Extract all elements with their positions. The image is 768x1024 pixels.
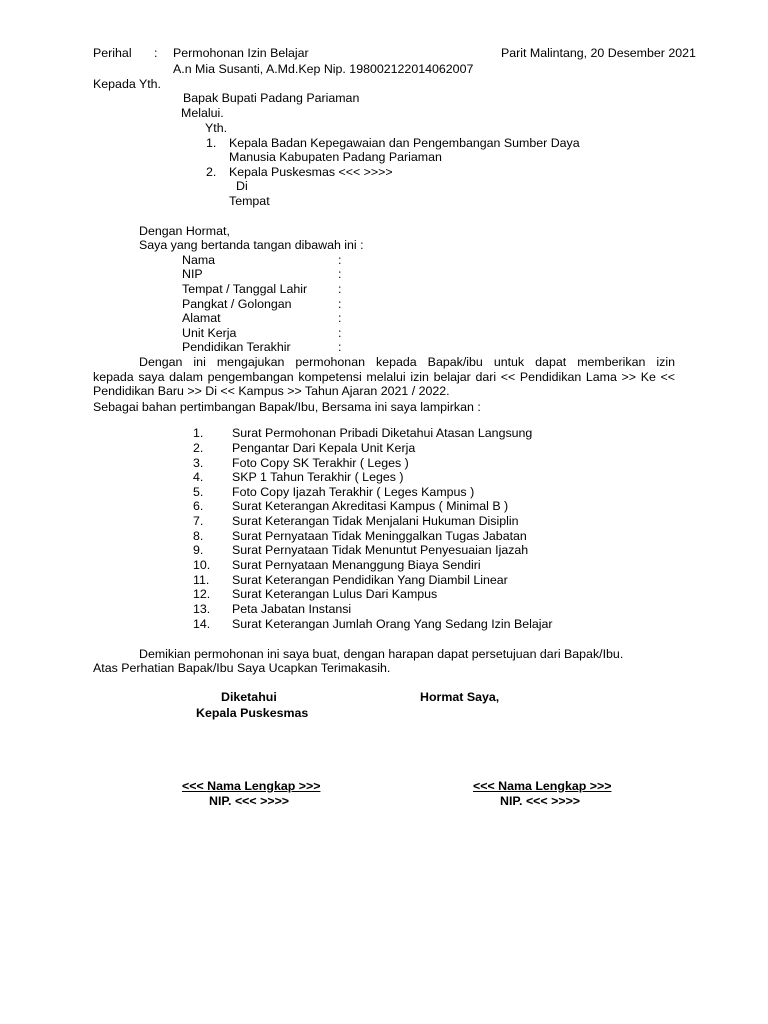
field-label: Tempat / Tanggal Lahir bbox=[182, 282, 308, 296]
field-label: Pendidikan Terakhir bbox=[182, 340, 291, 354]
perihal-label: Perihal bbox=[93, 46, 132, 60]
recipient-item-number: 2. bbox=[206, 165, 217, 179]
paragraph-line: Pendidikan Baru >> Di << Kampus >> Tahun Ajaran 2021 / 2022. bbox=[93, 384, 450, 399]
attachment-intro: Sebagai bahan pertimbangan Bapak/Ibu, Bersama ini saya lampirkan : bbox=[93, 400, 481, 414]
field-label: Nama bbox=[182, 253, 216, 267]
attachment-number: 1. bbox=[193, 426, 204, 440]
right-signature-title: Hormat Saya, bbox=[420, 690, 500, 704]
attachment-text: Surat Permohonan Pribadi Diketahui Atasan Langsung bbox=[232, 426, 533, 440]
perihal-value-2: A.n Mia Susanti, A.Md.Kep Nip. 198002122014062007 bbox=[173, 62, 474, 76]
field-label: Alamat bbox=[182, 311, 221, 325]
paragraph-line: kepada saya dalam pengembangan kompetensi melalui izin belajar dari << Pendidikan Lama >> Ke << bbox=[93, 369, 675, 384]
left-signature-title: Diketahui bbox=[221, 690, 277, 704]
attachment-text: Surat Keterangan Jumlah Orang Yang Sedang Izin Belajar bbox=[232, 617, 553, 631]
field-colon: : bbox=[338, 267, 342, 281]
kepada-yth: Kepada Yth. bbox=[93, 77, 161, 91]
right-signer-nip: NIP. <<< >>>> bbox=[500, 794, 581, 808]
attachment-text: Surat Keterangan Tidak Menjalani Hukuman Disiplin bbox=[232, 514, 519, 528]
attachment-text: Surat Pernyataan Tidak Menuntut Penyesuaian Ijazah bbox=[232, 543, 529, 557]
attachment-number: 10. bbox=[193, 558, 211, 572]
attachment-number: 7. bbox=[193, 514, 204, 528]
attachment-text: SKP 1 Tahun Terakhir ( Leges ) bbox=[232, 470, 404, 484]
attachment-number: 11. bbox=[193, 573, 210, 587]
attachment-text: Surat Pernyataan Tidak Meninggalkan Tugas Jabatan bbox=[232, 529, 527, 543]
right-signer-name: <<< Nama Lengkap >>> bbox=[473, 779, 612, 793]
field-colon: : bbox=[338, 340, 342, 354]
left-signature-position: Kepala Puskesmas bbox=[196, 706, 309, 720]
intro: Saya yang bertanda tangan dibawah ini : bbox=[139, 238, 364, 252]
attachment-number: 8. bbox=[193, 529, 204, 543]
attachment-text: Foto Copy Ijazah Terakhir ( Leges Kampus ) bbox=[232, 485, 475, 499]
perihal-value: Permohonan Izin Belajar bbox=[173, 46, 309, 60]
attachment-number: 14. bbox=[193, 617, 211, 631]
attachment-number: 3. bbox=[193, 456, 204, 470]
attachment-number: 6. bbox=[193, 499, 204, 513]
attachment-number: 4. bbox=[193, 470, 204, 484]
field-label: Pangkat / Golongan bbox=[182, 297, 292, 311]
recipient-di: Di bbox=[236, 179, 248, 193]
closing-line-1: Demikian permohonan ini saya buat, dengan harapan dapat persetujuan dari Bapak/Ibu. bbox=[139, 647, 624, 661]
attachment-text: Surat Keterangan Akreditasi Kampus ( Minimal B ) bbox=[232, 499, 509, 513]
attachment-text: Surat Pernyataan Menanggung Biaya Sendiri bbox=[232, 558, 481, 572]
recipient-line-3: Yth. bbox=[205, 121, 228, 135]
recipient-line-1: Bapak Bupati Padang Pariaman bbox=[183, 91, 360, 105]
recipient-item-text: Kepala Badan Kepegawaian dan Pengembangan Sumber Daya bbox=[229, 136, 580, 150]
recipient-item-text: Kepala Puskesmas <<< >>>> bbox=[229, 165, 393, 179]
attachment-text: Peta Jabatan Instansi bbox=[232, 602, 352, 616]
attachment-number: 12. bbox=[193, 587, 211, 601]
closing-line-2: Atas Perhatian Bapak/Ibu Saya Ucapkan Terimakasih. bbox=[93, 661, 391, 675]
left-signer-name: <<< Nama Lengkap >>> bbox=[182, 779, 321, 793]
field-label: Unit Kerja bbox=[182, 326, 237, 340]
recipient-line-2: Melalui. bbox=[181, 106, 224, 120]
attachment-number: 5. bbox=[193, 485, 204, 499]
place-date: Parit Malintang, 20 Desember 2021 bbox=[501, 46, 696, 60]
field-colon: : bbox=[338, 326, 342, 340]
recipient-item-text-cont: Manusia Kabupaten Padang Pariaman bbox=[229, 150, 442, 164]
attachment-number: 9. bbox=[193, 543, 204, 557]
attachment-text: Pengantar Dari Kepala Unit Kerja bbox=[232, 441, 416, 455]
recipient-tempat: Tempat bbox=[229, 194, 270, 208]
recipient-item-number: 1. bbox=[206, 136, 217, 150]
field-colon: : bbox=[338, 311, 342, 325]
attachment-number: 2. bbox=[193, 441, 204, 455]
perihal-colon: : bbox=[154, 46, 158, 60]
field-colon: : bbox=[338, 297, 342, 311]
paragraph-line: Dengan ini mengajukan permohonan kepada Bapak/ibu untuk dapat memberikan izin bbox=[139, 355, 675, 369]
greeting: Dengan Hormat, bbox=[139, 224, 230, 238]
attachment-number: 13. bbox=[193, 602, 211, 616]
left-signer-nip: NIP. <<< >>>> bbox=[209, 794, 290, 808]
attachment-text: Surat Keterangan Lulus Dari Kampus bbox=[232, 587, 438, 601]
attachment-text: Surat Keterangan Pendidikan Yang Diambil Linear bbox=[232, 573, 508, 587]
field-label: NIP bbox=[182, 267, 203, 281]
field-colon: : bbox=[338, 282, 342, 296]
request-paragraph bbox=[93, 355, 675, 399]
attachment-text: Foto Copy SK Terakhir ( Leges ) bbox=[232, 456, 409, 470]
field-colon: : bbox=[338, 253, 342, 267]
